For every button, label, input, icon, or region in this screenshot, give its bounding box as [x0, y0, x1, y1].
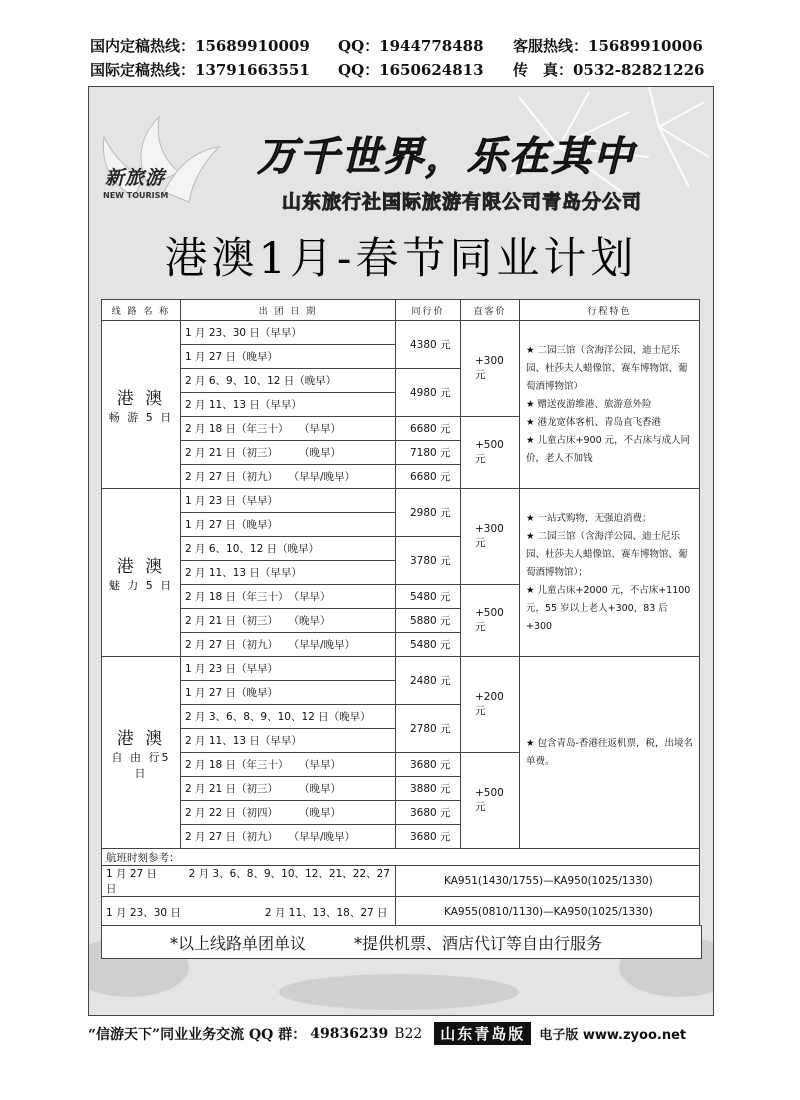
direct-price-cell: +500 元: [461, 417, 520, 489]
price-cell: 6680 元: [396, 417, 461, 441]
flight-dates: [102, 866, 396, 897]
date-cell: 2 月 21 日（初三） （晚早）: [181, 777, 396, 801]
date-cell: 1 月 23、30 日（早早）: [181, 321, 396, 345]
service-hotline: 客服热线：15689910006: [513, 37, 703, 55]
date-cell: 2 月 18 日（年三十） （早早）: [181, 753, 396, 777]
flight-feb-dates: 2 月 11、13、18、27 日: [264, 906, 388, 919]
edition-badge: 山东青岛版: [434, 1022, 531, 1045]
footer: [88, 1022, 712, 1045]
date-cell: 2 月 18 日（年三十） （早早）: [181, 417, 396, 441]
slogan: 万千世界，乐在其中: [257, 134, 635, 180]
price-cell: 5480 元: [396, 633, 461, 657]
domestic-hotline: 国内定稿热线：15689910009: [90, 37, 310, 55]
route-duration: 魅 力 5 日: [108, 579, 174, 592]
direct-price-cell: +500 元: [461, 753, 520, 849]
page-number: B22: [394, 1025, 423, 1042]
price-cell: 3880 元: [396, 777, 461, 801]
date-cell: 2 月 21 日（初三） （晚早）: [181, 441, 396, 465]
date-cell: 2 月 22 日（初四） （晚早）: [181, 801, 396, 825]
features-cell: [520, 489, 700, 657]
ad-frame: [88, 86, 714, 1016]
header-dates: 出 团 日 期: [181, 300, 396, 321]
date-cell: 1 月 23 日（早早）: [181, 657, 396, 681]
price-cell: 4380 元: [396, 321, 461, 369]
route-name: 港 澳: [116, 729, 166, 749]
page-title: 港澳1月-春节同业计划: [164, 234, 638, 284]
footer-qq-group: 49836239: [310, 1025, 389, 1042]
feature-item: ★ 一站式购物，无强迫消费；: [526, 512, 652, 524]
date-cell: 2 月 6、10、12 日（晚早）: [181, 537, 396, 561]
tour-plan-table: [101, 299, 700, 928]
domestic-qq: QQ：1944778488: [338, 37, 484, 55]
website-link[interactable]: 电子版 www.zyoo.net: [539, 1028, 687, 1043]
direct-price-cell: +300 元: [461, 489, 520, 585]
flight-row: [102, 866, 700, 897]
date-cell: 1 月 27 日（晚早）: [181, 681, 396, 705]
date-cell: 2 月 21 日（初三） （晚早）: [181, 609, 396, 633]
price-cell: 3680 元: [396, 753, 461, 777]
feature-item: ★ 二园三馆（含海洋公园、迪士尼乐园、杜莎夫人蜡像馆、赛车博物馆、葡萄酒博物馆）: [526, 344, 688, 392]
route-duration: 自 由 行5日: [111, 751, 171, 780]
route-cell: [102, 657, 181, 849]
flight-jan-dates: 1 月 27 日: [106, 868, 158, 880]
route-name: 港 澳: [116, 389, 166, 409]
date-cell: 2 月 27 日（初九） （早早/晚早）: [181, 825, 396, 849]
date-cell: 1 月 27 日（晚早）: [181, 513, 396, 537]
date-cell: 2 月 27 日（初九） （早早/晚早）: [181, 465, 396, 489]
features-cell: [520, 657, 700, 849]
header-peer-price: 同行价: [396, 300, 461, 321]
price-cell: 4980 元: [396, 369, 461, 417]
logo-text: 新旅游: [105, 167, 166, 189]
flight-number: KA955(0810/1130)—KA950(1025/1330): [396, 897, 700, 928]
price-cell: 5480 元: [396, 585, 461, 609]
hotline-row-1: [90, 34, 715, 58]
table-row: [102, 489, 700, 513]
direct-price-cell: +300 元: [461, 321, 520, 417]
flight-feb-dates: 2 月 3、6、8、9、10、12、21、22、27 日: [106, 868, 390, 895]
table-header-row: [102, 300, 700, 321]
price-cell: 2980 元: [396, 489, 461, 537]
flight-row: [102, 897, 700, 928]
feature-item: ★ 二园三馆（含海洋公园、迪士尼乐园、杜莎夫人蜡像馆、赛车博物馆、葡萄酒博物馆）；: [526, 530, 688, 578]
flights-title: 航班时刻参考：: [102, 849, 700, 866]
price-cell: 2480 元: [396, 657, 461, 705]
table-row: [102, 321, 700, 345]
feature-item: ★ 包含青岛-香港往返机票，税，出境名单费。: [526, 737, 693, 767]
feature-item: ★ 儿童占床+2000 元，不占床+1100 元，55 岁以上老人+300，83 后+300: [526, 584, 691, 632]
notes-bar: [101, 925, 702, 959]
flight-dates: [102, 897, 396, 928]
date-cell: 2 月 11、13 日（早早）: [181, 393, 396, 417]
price-cell: 5880 元: [396, 609, 461, 633]
direct-price-cell: +500 元: [461, 585, 520, 657]
feature-item: ★ 港龙宽体客机、青岛直飞香港: [526, 416, 662, 428]
date-cell: 2 月 11、13 日（早早）: [181, 729, 396, 753]
price-cell: 3780 元: [396, 537, 461, 585]
date-cell: 1 月 23 日（早早）: [181, 489, 396, 513]
fax: 传 真：0532-82821226: [513, 61, 705, 79]
logo-english: NEW TOURISM: [103, 191, 169, 200]
features-cell: [520, 321, 700, 489]
route-duration: 畅 游 5 日: [108, 411, 174, 424]
table-row: [102, 657, 700, 681]
date-cell: 2 月 18 日（年三十） （早早）: [181, 585, 396, 609]
price-cell: 3680 元: [396, 825, 461, 849]
direct-price-cell: +200 元: [461, 657, 520, 753]
header-direct-price: 直客价: [461, 300, 520, 321]
date-cell: 1 月 27 日（晚早）: [181, 345, 396, 369]
price-cell: 3680 元: [396, 801, 461, 825]
price-cell: 2780 元: [396, 705, 461, 753]
flight-jan-dates: 1 月 23、30 日: [106, 906, 181, 919]
date-cell: 2 月 6、9、10、12 日（晚早）: [181, 369, 396, 393]
price-cell: 6680 元: [396, 465, 461, 489]
company-name: 山东旅行社国际旅游有限公司青岛分公司: [281, 191, 642, 213]
route-name: 港 澳: [116, 557, 166, 577]
route-cell: [102, 489, 181, 657]
date-cell: 2 月 27 日（初九） （早早/晚早）: [181, 633, 396, 657]
feature-item: ★ 儿童占床+900 元，不占床与成人同价，老人不加钱: [526, 434, 691, 464]
note-item: *提供机票、酒店代订等自由行服务: [354, 933, 603, 953]
price-cell: 7180 元: [396, 441, 461, 465]
feature-item: ★ 赠送夜游维港、旅游意外险: [526, 398, 652, 410]
hotline-header: [90, 34, 715, 82]
date-cell: 2 月 3、6、8、9、10、12 日（晚早）: [181, 705, 396, 729]
date-cell: 2 月 11、13 日（早早）: [181, 561, 396, 585]
flight-number: KA951(1430/1755)—KA950(1025/1330): [396, 866, 700, 897]
route-cell: [102, 321, 181, 489]
header-route: 线 路 名 称: [102, 300, 181, 321]
header-features: 行程特色: [520, 300, 700, 321]
intl-qq: QQ：1650624813: [338, 61, 484, 79]
footer-group-label: “信游天下”同业业务交流 QQ 群：: [88, 1026, 307, 1043]
intl-hotline: 国际定稿热线：13791663551: [90, 61, 310, 79]
hotline-row-2: [90, 58, 715, 82]
note-item: *以上线路单团单议: [170, 933, 307, 953]
flights-title-row: [102, 849, 700, 866]
